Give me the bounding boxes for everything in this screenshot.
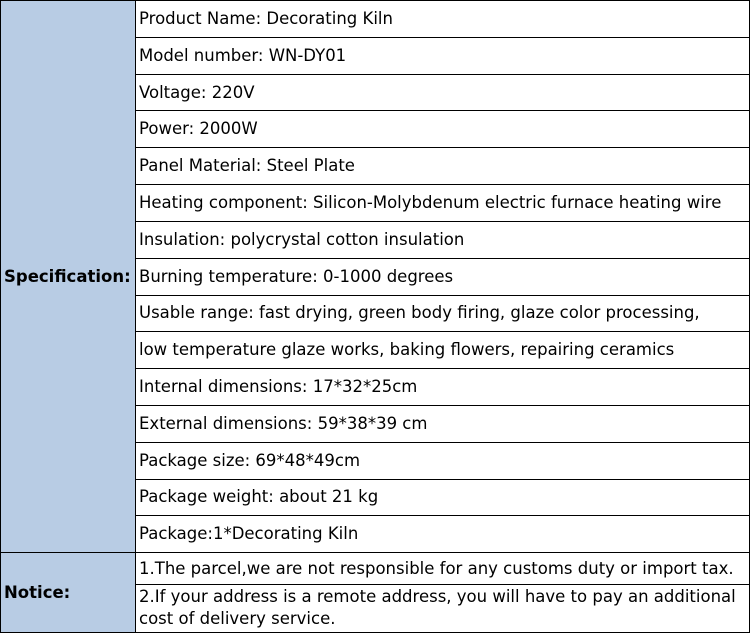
notice-row <box>1 553 750 585</box>
spec-usable-range-line-1: Usable range: fast drying, green body firing, glaze color processing, <box>136 295 750 332</box>
spec-internal-dimensions: Internal dimensions: 17*32*25cm <box>136 369 750 406</box>
spec-model-number: Model number: WN-DY01 <box>136 37 750 74</box>
notice-label: Notice: <box>1 553 136 633</box>
notice-remote-address: 2.If your address is a remote address, you will have to pay an additional cost of delivery service. <box>136 584 750 632</box>
spec-power: Power: 2000W <box>136 111 750 148</box>
spec-package-contents: Package:1*Decorating Kiln <box>136 516 750 553</box>
spec-heating-component: Heating component: Silicon-Molybdenum electric furnace heating wire <box>136 185 750 222</box>
notice-customs-duty: 1.The parcel,we are not responsible for any customs duty or import tax. <box>136 553 750 585</box>
spec-product-name: Product Name: Decorating Kiln <box>136 1 750 38</box>
spec-package-weight: Package weight: about 21 kg <box>136 479 750 516</box>
spec-burning-temperature: Burning temperature: 0-1000 degrees <box>136 258 750 295</box>
spec-voltage: Voltage: 220V <box>136 74 750 111</box>
spec-external-dimensions: External dimensions: 59*38*39 cm <box>136 405 750 442</box>
spec-row <box>1 1 750 38</box>
specification-label: Specification: <box>1 1 136 553</box>
spec-insulation: Insulation: polycrystal cotton insulation <box>136 221 750 258</box>
spec-usable-range-line-2: low temperature glaze works, baking flowers, repairing ceramics <box>136 332 750 369</box>
spec-package-size: Package size: 69*48*49cm <box>136 442 750 479</box>
spec-panel-material: Panel Material: Steel Plate <box>136 148 750 185</box>
